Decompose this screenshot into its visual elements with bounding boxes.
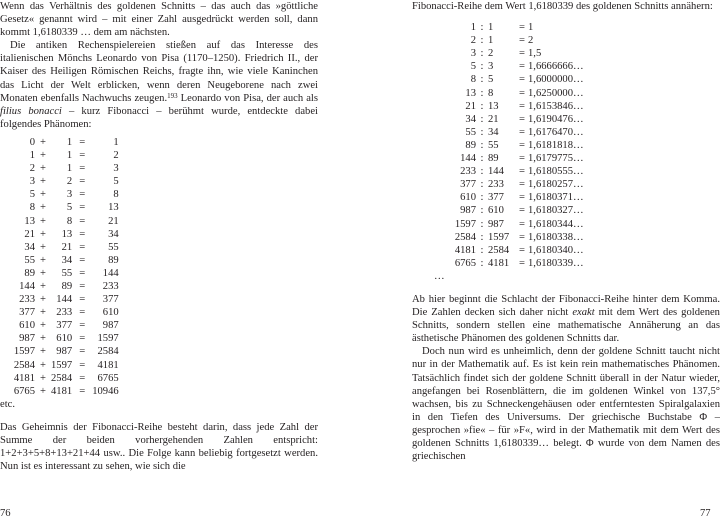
ratio-value: 1,6181818… <box>528 139 584 151</box>
fib-addend-b: 5 <box>66 202 73 214</box>
ratio-denominator: 4181 <box>488 257 510 269</box>
fib-addend-a: 55 <box>24 254 35 266</box>
ratio-value: 1,6180327… <box>528 205 584 217</box>
fib-addend-a: 5 <box>29 189 35 201</box>
ratio-value: 1,6176470… <box>528 126 584 138</box>
fib-row <box>13 319 119 332</box>
fib-row <box>13 136 119 149</box>
ratio-denominator: 5 <box>488 74 494 86</box>
equals-sign: = <box>519 139 525 151</box>
fib-addend-a: 2 <box>29 163 35 175</box>
fib-row <box>13 215 119 228</box>
fib-row <box>13 188 119 201</box>
equals-sign: = <box>79 202 86 214</box>
ratio-value: 1,6180257… <box>528 179 584 191</box>
ratio-denominator: 89 <box>488 153 499 165</box>
fib-addend-a: 34 <box>24 241 35 253</box>
fib-addend-b: 55 <box>61 267 73 279</box>
fib-row <box>13 241 119 254</box>
ratio-denominator: 233 <box>488 179 504 191</box>
ratio-row <box>434 100 584 113</box>
ratio-value: 1,6000000… <box>528 74 584 86</box>
fib-row <box>13 385 119 398</box>
fib-addend-b: 13 <box>61 228 73 240</box>
ratio-value: 1,6180340… <box>528 244 584 256</box>
ratio-row <box>434 126 584 139</box>
equals-sign: = <box>519 113 525 125</box>
ratio-row <box>434 257 584 270</box>
ratio-row <box>434 152 584 165</box>
plus-sign: + <box>40 359 46 371</box>
fib-sum: 2584 <box>97 346 119 358</box>
left-paragraph-1: Wenn das Verhältnis des goldenen Schnitts – das auch das »göttliche Gesetz« genannt wird – mit einer Zahl ausgedrückt werden soll, dann kommt 1,6180339 … dem am nächsten. <box>0 1 318 39</box>
fibonacci-addition-table <box>13 136 119 398</box>
ratio-denominator: 1 <box>488 22 494 34</box>
ratio-value: 1,6153846… <box>528 100 584 112</box>
ratio-row <box>434 218 584 231</box>
ratio-numerator: 4181 <box>454 244 476 256</box>
equals-sign: = <box>519 22 525 34</box>
ratio-colon: : <box>480 179 484 191</box>
footnote-reference[interactable]: 193 <box>167 91 178 100</box>
fib-row <box>13 280 119 293</box>
fib-sum: 6765 <box>97 372 119 384</box>
ratio-value: 1,5 <box>528 48 542 60</box>
fib-addend-b: 1 <box>66 136 73 148</box>
equals-sign: = <box>519 87 525 99</box>
ratio-row <box>434 34 584 47</box>
fib-addend-b: 987 <box>56 346 73 358</box>
ratio-colon: : <box>480 166 484 178</box>
ratio-denominator: 8 <box>488 87 494 99</box>
equals-sign: = <box>519 48 525 60</box>
fib-addend-b: 1597 <box>51 359 73 371</box>
equals-sign: = <box>79 294 86 306</box>
ratio-numerator: 89 <box>465 139 476 151</box>
plus-sign: + <box>40 307 46 319</box>
equals-sign: = <box>79 267 86 279</box>
ratio-value: 1 <box>528 22 534 34</box>
fib-addend-b: 1 <box>66 163 73 175</box>
plus-sign: + <box>40 136 46 148</box>
plus-sign: + <box>40 189 46 201</box>
equals-sign: = <box>519 166 525 178</box>
ratio-colon: : <box>480 113 484 125</box>
plus-sign: + <box>40 280 46 292</box>
fib-addend-a: 144 <box>19 280 35 292</box>
fib-addend-a: 2584 <box>13 359 35 371</box>
ratio-denominator: 2 <box>488 48 494 60</box>
ratio-colon: : <box>480 61 484 73</box>
ratio-value: 1,6250000… <box>528 87 584 99</box>
ratio-colon: : <box>480 22 484 34</box>
fib-row <box>13 254 119 267</box>
ratio-row <box>434 165 584 178</box>
spacer <box>0 411 318 421</box>
ratio-colon: : <box>480 231 484 243</box>
right-paragraph-2: Doch nun wird es unheimlich, denn der goldene Schnitt taucht nicht nur in der Mathematik auf. Es ist kein rein mathematisches Phänomen. Tatsächlich findet sich der goldene Schnitt überall in der Natur wieder, angefangen bei Rosenblättern, die im goldenen Winkel von 137,5° wachsen, bis zu Schneckengehäusen oder entferntesten Spiralgalaxien in den Tiefen des Universums. Der griechische Buchstabe Φ – gesprochen »fie« – für »F«, wird in der Mathematik mit dem Wert des goldenen Schnitts 1,6180339… belegt. Φ wurde von dem Namen des griechischen <box>412 346 720 463</box>
ratio-value: 1,6666666… <box>528 61 584 73</box>
fib-addend-b: 89 <box>61 280 73 292</box>
equals-sign: = <box>79 136 86 148</box>
equals-sign: = <box>79 385 86 397</box>
fib-row <box>13 359 119 372</box>
fib-sum: 5 <box>113 176 119 188</box>
right-intro: Fibonacci-Reihe dem Wert 1,6180339 des goldenen Schnitts annähern: <box>412 1 713 12</box>
ratio-row <box>434 191 584 204</box>
ratio-row <box>434 231 584 244</box>
fib-addend-a: 13 <box>24 215 35 227</box>
fib-addend-b: 377 <box>56 320 73 332</box>
fibonacci-ratio-table <box>434 21 584 270</box>
ratio-row <box>434 87 584 100</box>
left-paragraph-2-text: Die antiken Rechenspielereien stießen auf das Interesse des italienischen Mönchs Leonardo von Pisa (1170–1250). Friedrich II., der Kaiser des Heiligen Römischen Reichs, fragte ihn, wie viele Kaninchen das Licht der Welt erblicken, wenn deren Neugeborene nach zwei Monaten ebenfalls Nachwuchs zeugen. <box>0 40 318 104</box>
ratio-value: 1,6180555… <box>528 166 584 178</box>
ratio-numerator: 34 <box>465 113 476 125</box>
fib-addend-b: 21 <box>61 241 73 253</box>
fib-addend-a: 377 <box>19 307 35 319</box>
fib-row <box>13 201 119 214</box>
fib-addend-b: 2 <box>66 176 73 188</box>
equals-sign: = <box>519 61 525 73</box>
equals-sign: = <box>519 192 525 204</box>
ratio-colon: : <box>480 100 484 112</box>
ratio-denominator: 3 <box>488 61 494 73</box>
fib-sum: 233 <box>102 280 119 292</box>
ratio-colon: : <box>480 218 484 230</box>
equals-sign: = <box>519 35 525 47</box>
equals-sign: = <box>519 231 525 243</box>
ratio-row <box>434 113 584 126</box>
ratio-numerator: 13 <box>465 87 476 99</box>
etc-label: etc. <box>0 398 15 410</box>
ratio-value: 2 <box>528 35 534 47</box>
plus-sign: + <box>40 294 46 306</box>
fib-sum: 377 <box>102 294 119 306</box>
ratio-denominator: 1597 <box>488 231 510 243</box>
ratio-colon: : <box>480 48 484 60</box>
equals-sign: = <box>79 241 86 253</box>
ratio-row <box>434 21 584 34</box>
ratio-colon: : <box>480 87 484 99</box>
plus-sign: + <box>40 176 46 188</box>
ratio-colon: : <box>480 244 484 256</box>
ratio-value: 1,6180344… <box>528 218 584 230</box>
fib-sum: 13 <box>108 202 119 214</box>
plus-sign: + <box>40 215 46 227</box>
ratio-colon: : <box>480 153 484 165</box>
fib-row <box>13 228 119 241</box>
ratio-denominator: 377 <box>488 192 504 204</box>
fib-sum: 610 <box>102 307 119 319</box>
ratio-numerator: 233 <box>460 166 476 178</box>
fib-sum: 4181 <box>97 359 119 371</box>
equals-sign: = <box>519 74 525 86</box>
fib-addend-b: 3 <box>66 189 73 201</box>
ratio-row <box>434 47 584 60</box>
fib-addend-a: 1 <box>29 150 35 162</box>
plus-sign: + <box>40 346 46 358</box>
ratio-row <box>434 60 584 73</box>
fib-sum: 89 <box>108 254 119 266</box>
fib-sum: 8 <box>113 189 119 201</box>
right-paragraph-1-italic: exakt <box>572 307 595 319</box>
fib-row <box>13 372 119 385</box>
plus-sign: + <box>40 150 46 162</box>
fib-addend-b: 8 <box>66 215 73 227</box>
spacer <box>412 283 720 293</box>
fib-sum: 144 <box>102 267 119 279</box>
equals-sign: = <box>519 218 525 230</box>
fib-addend-b: 4181 <box>51 385 73 397</box>
ratio-row <box>434 178 584 191</box>
left-paragraph-3-pre: Leonardo von Pisa, der auch als <box>177 92 318 104</box>
ratio-numerator: 2584 <box>454 231 476 243</box>
right-paragraph-1-post: mit dem Wert des goldenen Schnitts, sondern stellen eine mathematische Annäherung an das ästhetische Phänomen des goldenen Schnitts dar. <box>412 307 720 345</box>
equals-sign: = <box>79 189 86 201</box>
fib-row <box>13 345 119 358</box>
fib-sum: 55 <box>108 241 119 253</box>
equals-sign: = <box>519 244 525 256</box>
fib-sum: 987 <box>102 320 119 332</box>
fib-addend-a: 1597 <box>13 346 35 358</box>
equals-sign: = <box>79 359 86 371</box>
equals-sign: = <box>79 333 86 345</box>
fib-addend-a: 987 <box>19 333 35 345</box>
left-paragraph-3-italic: filius bonacci <box>0 105 62 117</box>
equals-sign: = <box>79 320 86 332</box>
equals-sign: = <box>79 215 86 227</box>
fib-addend-b: 34 <box>61 254 73 266</box>
fib-addend-b: 2584 <box>51 372 73 384</box>
equals-sign: = <box>519 153 525 165</box>
equals-sign: = <box>519 126 525 138</box>
fib-sum: 1 <box>113 136 119 148</box>
ratio-denominator: 34 <box>488 126 499 138</box>
fib-row <box>13 149 119 162</box>
ratio-numerator: 377 <box>460 179 476 191</box>
right-paragraph-1-pre: Ab hier beginnt die Schlacht der Fibonacci-Reihe hinter dem Komma. Die Zahlen decken sich daher nicht <box>412 293 720 319</box>
ratio-row <box>434 244 584 257</box>
plus-sign: + <box>40 267 46 279</box>
equals-sign: = <box>519 179 525 191</box>
ratio-denominator: 1 <box>488 35 494 47</box>
equals-sign: = <box>79 307 86 319</box>
ratio-value: 1,6180371… <box>528 192 584 204</box>
ratio-numerator: 1597 <box>454 218 476 230</box>
fib-addend-a: 89 <box>24 267 35 279</box>
ratio-row <box>434 139 584 152</box>
equals-sign: = <box>79 372 86 384</box>
ratio-denominator: 610 <box>488 205 504 217</box>
fib-row <box>13 293 119 306</box>
fib-addend-b: 233 <box>56 307 73 319</box>
fib-addend-a: 21 <box>24 228 35 240</box>
plus-sign: + <box>40 228 46 240</box>
plus-sign: + <box>40 202 46 214</box>
ratio-colon: : <box>480 192 484 204</box>
ratio-value: 1,6179775… <box>528 153 584 165</box>
fib-addend-a: 8 <box>29 202 35 214</box>
ratio-value: 1,6190476… <box>528 113 584 125</box>
fib-sum: 21 <box>108 215 119 227</box>
plus-sign: + <box>40 254 46 266</box>
fib-row <box>13 175 119 188</box>
ratio-numerator: 21 <box>465 100 476 112</box>
fib-sum: 3 <box>113 163 119 175</box>
equals-sign: = <box>79 150 86 162</box>
ratio-denominator: 55 <box>488 139 499 151</box>
left-paragraph-4: Das Geheimnis der Fibonacci-Reihe besteht darin, dass jede Zahl der Summe der beiden vorhergehenden Zahlen entspricht: 1+2+3+5+8+13+21+44 usw.. Die Folge kann beliebig fortgesetzt werden. Nun ist es interessant zu sehen, wie sich die <box>0 421 318 473</box>
ratio-numerator: 987 <box>460 205 476 217</box>
fib-sum: 10946 <box>92 385 119 397</box>
fib-addend-a: 6765 <box>13 385 35 397</box>
equals-sign: = <box>79 346 86 358</box>
ratio-row <box>434 204 584 217</box>
equals-sign: = <box>79 228 86 240</box>
ratio-colon: : <box>480 74 484 86</box>
ratio-numerator: 55 <box>465 126 476 138</box>
equals-sign: = <box>519 205 525 217</box>
fib-row <box>13 306 119 319</box>
ratio-numerator: 610 <box>460 192 476 204</box>
fib-addend-a: 233 <box>19 294 35 306</box>
fib-addend-a: 610 <box>19 320 35 332</box>
ratio-numerator: 1 <box>470 22 476 34</box>
fib-sum: 2 <box>113 150 119 162</box>
ratio-colon: : <box>480 35 484 47</box>
ratio-denominator: 13 <box>488 100 499 112</box>
equals-sign: = <box>79 280 86 292</box>
left-page <box>0 0 318 473</box>
ratio-ellipsis: … <box>434 270 445 282</box>
plus-sign: + <box>40 372 46 384</box>
ratio-numerator: 144 <box>460 153 476 165</box>
equals-sign: = <box>79 176 86 188</box>
ratio-numerator: 6765 <box>454 257 476 269</box>
fib-sum: 34 <box>108 228 119 240</box>
ratio-denominator: 987 <box>488 218 504 230</box>
ratio-colon: : <box>480 205 484 217</box>
page-number-left: 76 <box>0 508 11 519</box>
plus-sign: + <box>40 320 46 332</box>
page-number-right: 77 <box>700 508 711 519</box>
ratio-denominator: 21 <box>488 113 499 125</box>
ratio-value: 1,6180339… <box>528 257 584 269</box>
fib-sum: 1597 <box>97 333 119 345</box>
fib-addend-b: 610 <box>56 333 73 345</box>
ratio-numerator: 3 <box>470 48 476 60</box>
ratio-denominator: 2584 <box>488 244 510 256</box>
ratio-numerator: 2 <box>470 35 476 47</box>
ratio-numerator: 8 <box>470 74 476 86</box>
plus-sign: + <box>40 241 46 253</box>
left-paragraph-2 <box>0 39 318 131</box>
fib-addend-a: 3 <box>29 176 35 188</box>
ratio-numerator: 5 <box>470 61 476 73</box>
ratio-denominator: 144 <box>488 166 504 178</box>
plus-sign: + <box>40 163 46 175</box>
fib-addend-b: 1 <box>66 150 73 162</box>
equals-sign: = <box>79 254 86 266</box>
right-page <box>412 0 720 463</box>
right-paragraph-1 <box>412 293 720 345</box>
ratio-colon: : <box>480 139 484 151</box>
ratio-colon: : <box>480 126 484 138</box>
fib-addend-a: 4181 <box>13 372 35 384</box>
fib-addend-a: 0 <box>29 136 35 148</box>
fib-row <box>13 267 119 280</box>
fib-addend-b: 144 <box>56 294 73 306</box>
equals-sign: = <box>519 100 525 112</box>
plus-sign: + <box>40 385 46 397</box>
plus-sign: + <box>40 333 46 345</box>
fib-row <box>13 162 119 175</box>
fib-row <box>13 332 119 345</box>
equals-sign: = <box>79 163 86 175</box>
ratio-value: 1,6180338… <box>528 231 584 243</box>
ratio-colon: : <box>480 257 484 269</box>
equals-sign: = <box>519 257 525 269</box>
ratio-row <box>434 73 584 86</box>
left-paragraph-3-post: – kurz Fibonacci – berühmt wurde, entdeckte dabei folgendes Phänomen: <box>0 105 318 130</box>
